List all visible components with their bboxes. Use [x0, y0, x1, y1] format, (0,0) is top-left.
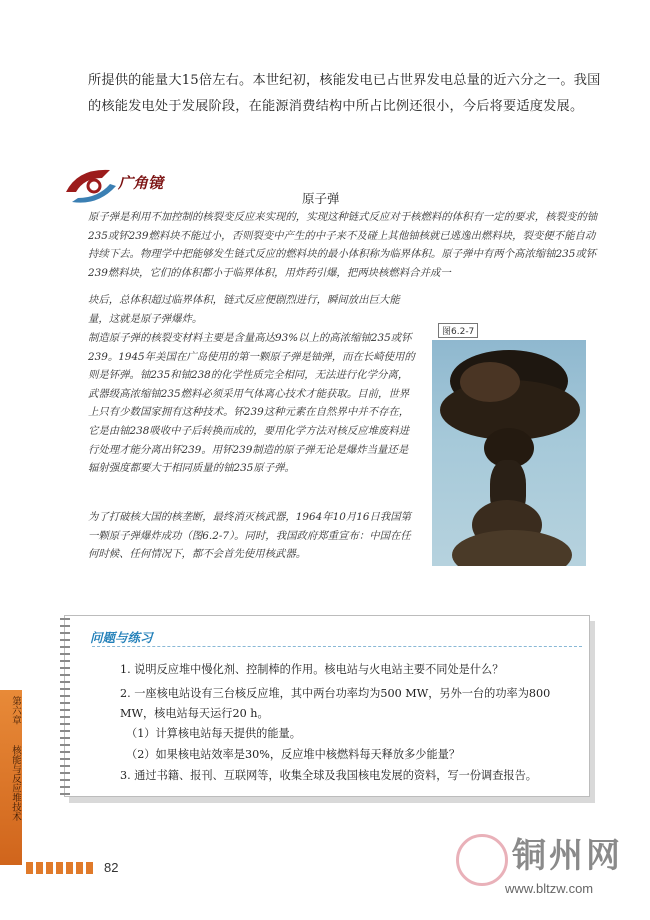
notebook-spiral — [60, 615, 70, 795]
exercises-title: 问题与练习 — [90, 630, 153, 645]
box-paragraph-1: 原子弹是利用不加控制的核裂变反应来实现的，实现这种链式反应对于核燃料的体积有一定的要求，核裂变的铀235或钚239燃料块不能过小，否则裂变中产生的中子来不及碰上其他铀核就已逃逸出燃料块，裂变便不能自动持续下去。物理学中把能够发生链式反应的燃料块的最小体积称为临界体积。原子弹中有两个高浓缩铀235或钚239燃料块，它们的体积都小于临界体积，用炸药引爆，把两块核燃料合并成一 — [88, 211, 598, 279]
box-title: 原子弹 — [302, 191, 340, 206]
mushroom-cloud-photo — [432, 340, 586, 566]
exercises-divider — [92, 646, 582, 647]
exercise-2a: （1）计算核电站每天提供的能量。 — [126, 727, 301, 740]
watermark-name: 铜州网 — [512, 836, 623, 876]
page-number: 82 — [104, 860, 119, 875]
watermark-url: www.bltzw.com — [505, 881, 594, 896]
figure-label: 图6.2-7 — [438, 323, 478, 338]
wide-angle-label: 广角镜 — [118, 174, 164, 192]
box-paragraph-3: 为了打破核大国的核垄断，最终消灭核武器，1964年10月16日我国第一颗原子弹爆炸成功（图6.2-7）。同时，我国政府郑重宣布：中国在任何时候、任何情况下，都不会首先使用核武器。 — [88, 511, 412, 561]
exercise-1: 1. 说明反应堆中慢化剂、控制棒的作用。核电站与火电站主要不同处是什么？ — [120, 663, 504, 676]
chapter-label: 第六章 — [10, 696, 21, 725]
watermark-seal-icon — [456, 834, 508, 886]
box-paragraph-1-cont: 块后，总体积超过临界体积，链式反应便剧烈进行，瞬间放出巨大能量，这就是原子弹爆炸。 — [88, 294, 400, 325]
page-number-stripes — [26, 862, 96, 874]
exercise-2b: （2）如果核电站效率是30%，反应堆中核燃料每天释放多少能量？ — [126, 748, 461, 761]
intro-paragraph: 所提供的能量大15倍左右。本世纪初，核能发电已占世界发电总量的近六分之一。我国的核能发电处于发展阶段，在能源消费结构中所占比例还很小，今后将要适度发展。 — [88, 73, 601, 114]
exercise-2: 2. 一座核电站设有三台核反应堆，其中两台功率均为500 MW，另外一台的功率为800 MW，核电站每天运行20 h。 — [120, 687, 551, 720]
box-paragraph-2: 制造原子弹的核裂变材料主要是含量高达93%以上的高浓缩铀235或钚239。1945年美国在广岛使用的第一颗原子弹是铀弹，而在长崎使用的则是钚弹。铀235和铀238的化学性质完全相同，无法进行化学分离，武器级高浓缩铀235燃料必须采用气体离心技术才能获取。目前，世界上只有少数国家拥有这种技术。钚239这种元素在自然界中并不存在，它是由铀238吸收中子后转换而成的，要用化学方法对核反应堆废料进行处理才能分离出钚239。用钚239制造的原子弹无论是爆炸当量还是辐射强度都要大于相同质量的铀235原子弹。 — [88, 332, 415, 475]
chapter-topic: 核能与反应堆技术 — [10, 745, 21, 821]
exercise-3: 3. 通过书籍、报刊、互联网等，收集全球及我国核电发展的资料，写一份调查报告。 — [120, 769, 537, 782]
